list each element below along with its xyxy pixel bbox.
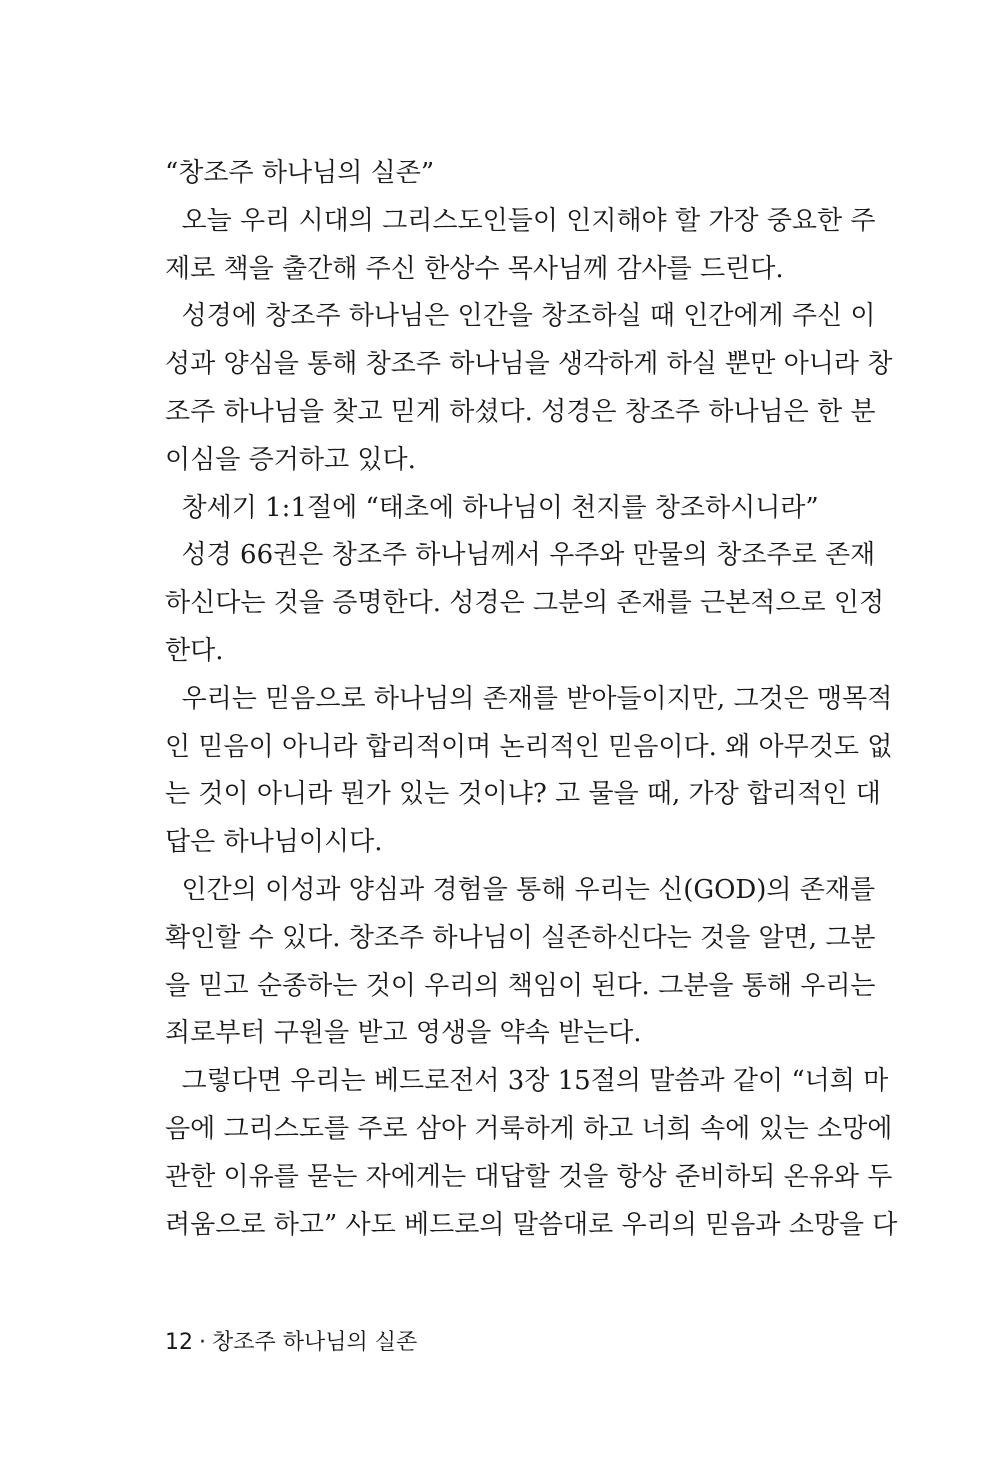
text-line: 음에 그리스도를 주로 삼아 거룩하게 하고 너희 속에 있는 소망에: [165, 1113, 893, 1144]
text-line: 창세기 1:1절에 “태초에 하나님이 천지를 창조하시니라”: [165, 492, 819, 523]
text-line: 조주 하나님을 찾고 믿게 하셨다. 성경은 창조주 하나님은 한 분: [165, 396, 876, 427]
text-line: 오늘 우리 시대의 그리스도인들이 인지해야 할 가장 중요한 주: [165, 205, 876, 236]
footer-separator: ·: [199, 1330, 206, 1355]
text-line: 성경에 창조주 하나님은 인간을 창조하실 때 인간에게 주신 이: [165, 301, 876, 332]
text-line: 제로 책을 출간해 주신 한상수 목사님께 감사를 드린다.: [165, 253, 784, 284]
text-line: 을 믿고 순종하는 것이 우리의 책임이 된다. 그분을 통해 우리는: [165, 970, 876, 1001]
text-line: 그렇다면 우리는 베드로전서 3장 15절의 말씀과 같이 “너희 마: [165, 1066, 889, 1097]
text-line: 려움으로 하고” 사도 베드로의 말씀대로 우리의 믿음과 소망을 다: [165, 1209, 898, 1240]
text-line: 는 것이 아니라 뭔가 있는 것이냐? 고 물을 때, 가장 합리적인 대: [165, 779, 881, 810]
page-number: 12: [165, 1330, 193, 1355]
text-line: 관한 이유를 묻는 자에게는 대답할 것을 항상 준비하되 온유와 두: [165, 1161, 893, 1192]
text-line: 죄로부터 구원을 받고 영생을 약속 받는다.: [165, 1018, 642, 1049]
text-line: 성경 66권은 창조주 하나님께서 우주와 만물의 창조주로 존재: [165, 540, 876, 571]
text-line: 이심을 증거하고 있다.: [165, 444, 416, 475]
running-title: 창조주 하나님의 실존: [212, 1330, 418, 1355]
text-line: 하신다는 것을 증명한다. 성경은 그분의 존재를 근본적으로 인정: [165, 588, 885, 619]
text-line: 답은 하나님이시다.: [165, 827, 383, 858]
text-line: 성과 양심을 통해 창조주 하나님을 생각하게 하실 뿐만 아니라 창: [165, 349, 893, 380]
text-line: 확인할 수 있다. 창조주 하나님이 실존하신다는 것을 알면, 그분: [165, 922, 876, 953]
body-text: [165, 150, 898, 1249]
text-line: 인 믿음이 아니라 합리적이며 논리적인 믿음이다. 왜 아무것도 없: [165, 731, 893, 762]
text-line: 인간의 이성과 양심과 경험을 통해 우리는 신(GOD)의 존재를: [165, 874, 876, 905]
page-footer: [165, 1328, 417, 1358]
text-line: “창조주 하나님의 실존”: [165, 158, 435, 188]
text-line: 우리는 믿음으로 하나님의 존재를 받아들이지만, 그것은 맹목적: [165, 683, 893, 714]
text-line: 한다.: [165, 635, 224, 666]
